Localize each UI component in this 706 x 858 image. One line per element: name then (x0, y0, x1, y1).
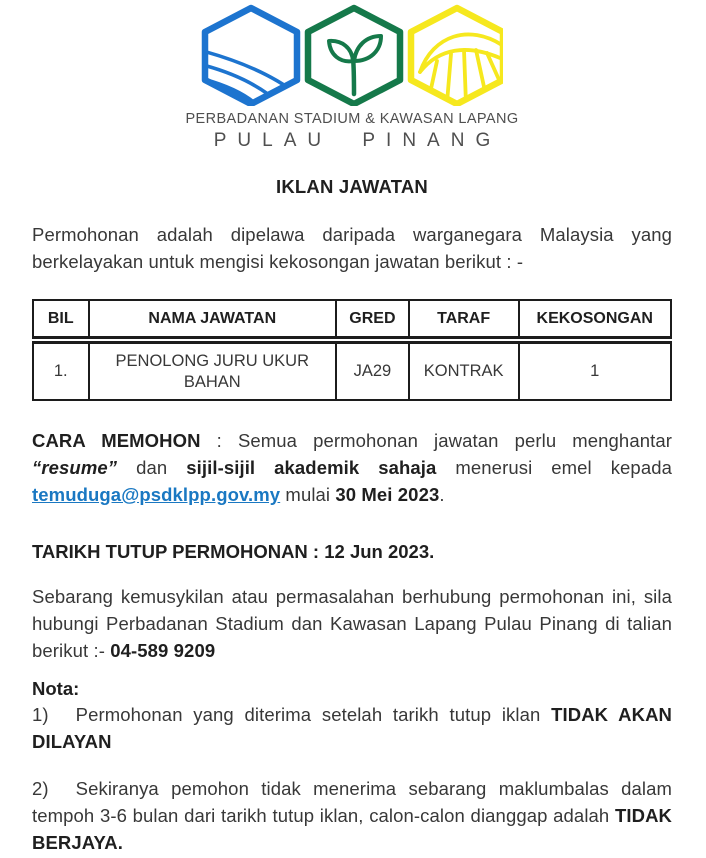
academic-docs-text: sijil-sijil akademik sahaja (186, 457, 437, 478)
contact-text: Sebarang kemusykilan atau permasalahan berhubung permohonan ini, sila hubungi Perbadanan Stadium dan Kawasan Lapang Pulau Pinang di talian berikut :- (32, 586, 672, 661)
column-header-nama: NAMA JAWATAN (89, 300, 337, 340)
cell-kekosongan: 1 (519, 340, 672, 400)
contact-paragraph (32, 583, 672, 664)
cara-text-5: . (439, 484, 445, 505)
table-header-row (33, 300, 671, 340)
intro-paragraph: Permohonan adalah dipelawa daripada warganegara Malaysia yang berkelayakan untuk mengisi kekosongan jawatan berikut : - (32, 224, 672, 272)
org-name-line1: PERBADANAN STADIUM & KAWASAN LAPANG (185, 111, 519, 127)
column-header-taraf: TARAF (409, 300, 519, 340)
logo-hexagons-svg (201, 4, 503, 106)
cara-colon: : (200, 430, 238, 451)
nota-label: Nota: (32, 678, 80, 699)
nota-item-1-number: 1) (32, 704, 49, 725)
cara-text-3: menerusi emel kepada (436, 457, 672, 478)
column-header-gred: GRED (336, 300, 409, 340)
email-link[interactable]: temuduga@psdklpp.gov.my (32, 484, 281, 505)
cell-taraf: KONTRAK (409, 340, 519, 400)
vacancy-table (32, 299, 672, 401)
hexagon-field-icon (203, 8, 298, 106)
cara-text-4: mulai (280, 484, 336, 505)
phone-number: 04-589 9209 (110, 640, 216, 661)
logo-hexagons (32, 4, 672, 106)
nota-item-2-number: 2) (32, 778, 49, 799)
nota-section (32, 676, 672, 856)
column-header-kekosongan: KEKOSONGAN (519, 300, 672, 340)
cara-text-2: dan (117, 457, 187, 478)
nota-item-2-emphasis: TIDAK BERJAYA. (32, 805, 672, 853)
cell-nama: PENOLONG JURU UKUR BAHAN (89, 340, 337, 400)
cara-label: CARA MEMOHON (32, 430, 201, 451)
hexagon-sprout-icon (308, 8, 400, 104)
cell-gred: JA29 (336, 340, 409, 400)
table-row (33, 340, 671, 400)
org-name-line2: PULAU PINANG (213, 130, 502, 151)
cell-bil: 1. (33, 340, 89, 400)
cara-text-1: Semua permohonan jawatan perlu menghantar (237, 430, 672, 451)
logo (32, 4, 672, 153)
nota-item-2-text: Sekiranya pemohon tidak menerima sebarang maklumbalas dalam tempoh 3-6 bulan dari tarikh tutup iklan, calon-calon dianggap adalah (32, 778, 672, 826)
closing-date-text: TARIKH TUTUP PERMOHONAN : 12 Jun 2023. (32, 541, 435, 562)
start-date: 30 Mei 2023 (335, 484, 440, 505)
column-header-bil: BIL (33, 300, 89, 340)
nota-item-1 (32, 701, 672, 755)
nota-item-1-emphasis: TIDAK AKAN DILAYAN (32, 704, 672, 752)
closing-date-line (32, 538, 672, 565)
nota-item-1-text: Permohonan yang diterima setelah tarikh tutup iklan (75, 704, 552, 725)
page-title: IKLAN JAWATAN (276, 176, 428, 197)
hexagon-stadium-icon (411, 8, 503, 104)
resume-text: “resume” (32, 457, 118, 478)
cara-memohon-paragraph (32, 427, 672, 508)
nota-item-2 (32, 775, 672, 856)
